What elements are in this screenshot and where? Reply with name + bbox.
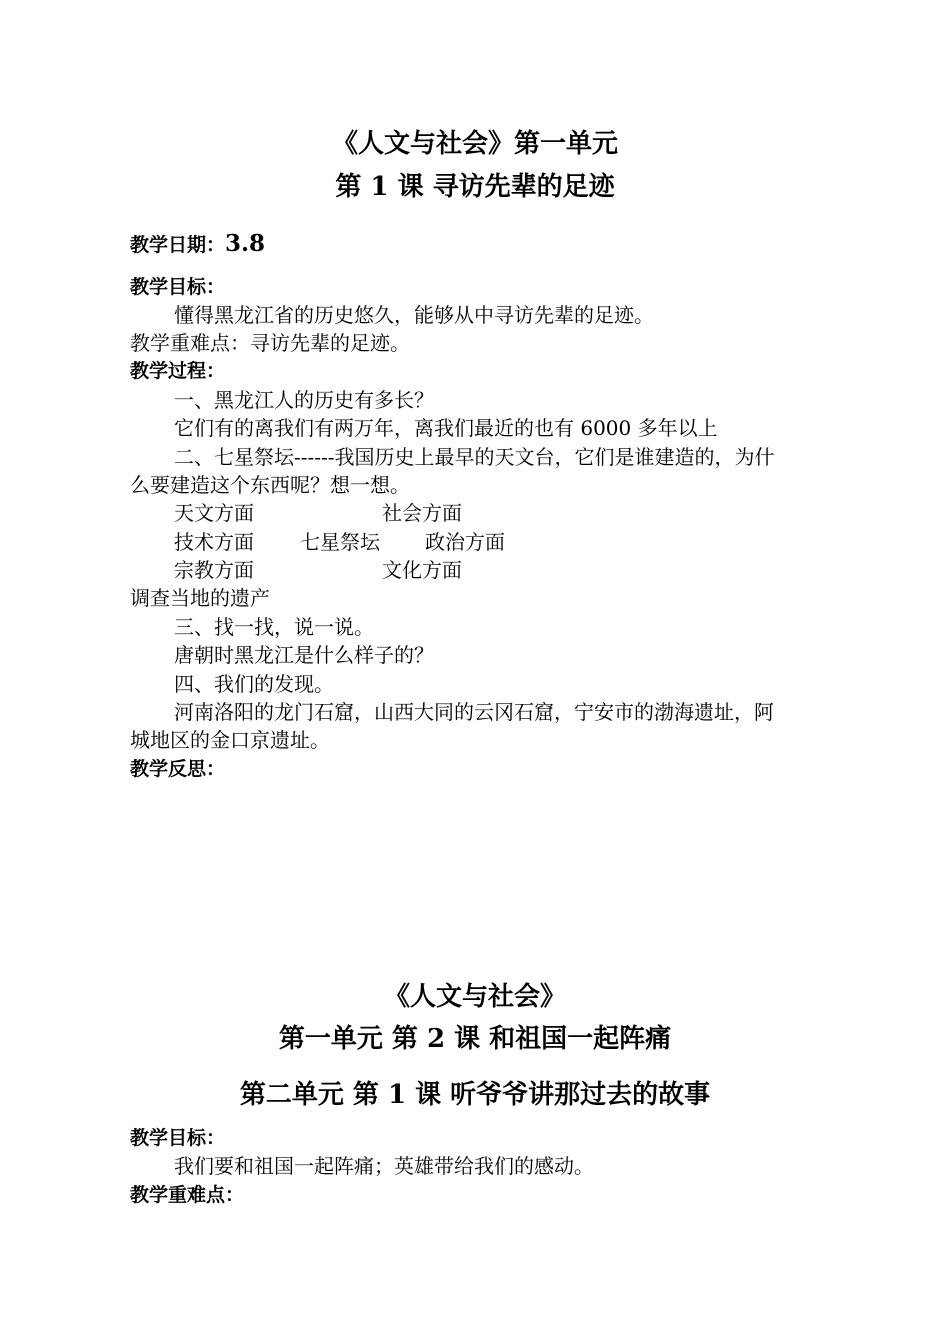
lesson1-date-label: 教学日期： — [130, 234, 226, 256]
lesson1-process-7: 四、我们的发现。 — [174, 672, 334, 696]
grid-r2c2: 七星祭坛 — [300, 530, 380, 554]
grid-r3c1: 宗教方面 — [174, 558, 254, 582]
lesson1-goal-text: 懂得黑龙江省的历史悠久，能够从中寻访先辈的足迹。 — [174, 303, 654, 327]
lesson2-goal-label: 教学目标： — [130, 1127, 226, 1149]
lesson1-title-line1: 《人文与社会》第一单元 — [331, 129, 618, 159]
grid-r2c1: 技术方面 — [174, 530, 254, 554]
lesson1-date-value: 3.8 — [225, 230, 266, 257]
lesson1-process-1: 一、黑龙江人的历史有多长？ — [174, 388, 434, 412]
lesson1-process-5: 三、找一找，说一说。 — [174, 615, 374, 639]
grid-r2c3: 政治方面 — [425, 530, 505, 554]
lesson2-key-label: 教学重难点： — [130, 1184, 245, 1206]
lesson2-title-line3: 第二单元 第 1 课 听爷爷讲那过去的故事 — [239, 1080, 711, 1110]
lesson1-process-label: 教学过程： — [130, 360, 226, 382]
grid-r1c3: 社会方面 — [382, 501, 462, 525]
lesson1-goal-label: 教学目标： — [130, 276, 226, 298]
lesson1-process-6: 唐朝时黑龙江是什么样子的？ — [174, 643, 434, 667]
lesson1-process-2: 它们有的离我们有两万年，离我们最近的也有 6000 多年以上 — [174, 416, 718, 440]
lesson1-process-8a: 河南洛阳的龙门石窟，山西大同的云冈石窟，宁安市的渤海遗址，阿 — [174, 700, 774, 724]
lesson1-date-row — [130, 230, 265, 259]
lesson1-process-3b: 么要建造这个东西呢？想一想。 — [130, 473, 410, 497]
lesson1-process-3a: 二、七星祭坛------我国历史上最早的天文台，它们是谁建造的，为什 — [174, 445, 775, 469]
lesson2-title-line2: 第一单元 第 2 课 和祖国一起阵痛 — [278, 1024, 672, 1054]
lesson1-process-8b: 城地区的金口京遗址。 — [130, 728, 330, 752]
lesson1-process-4: 调查当地的遗产 — [130, 586, 270, 610]
lesson1-key-points: 教学重难点：寻访先辈的足迹。 — [130, 331, 410, 355]
lesson2-goal-text: 我们要和祖国一起阵痛；英雄带给我们的感动。 — [174, 1154, 594, 1178]
lesson1-title-line2: 第 1 课 寻访先辈的足迹 — [335, 172, 615, 202]
lesson2-title-line1: 《人文与社会》 — [383, 982, 566, 1012]
grid-r3c3: 文化方面 — [382, 558, 462, 582]
lesson1-reflection-label: 教学反思： — [130, 758, 226, 780]
grid-r1c1: 天文方面 — [174, 501, 254, 525]
